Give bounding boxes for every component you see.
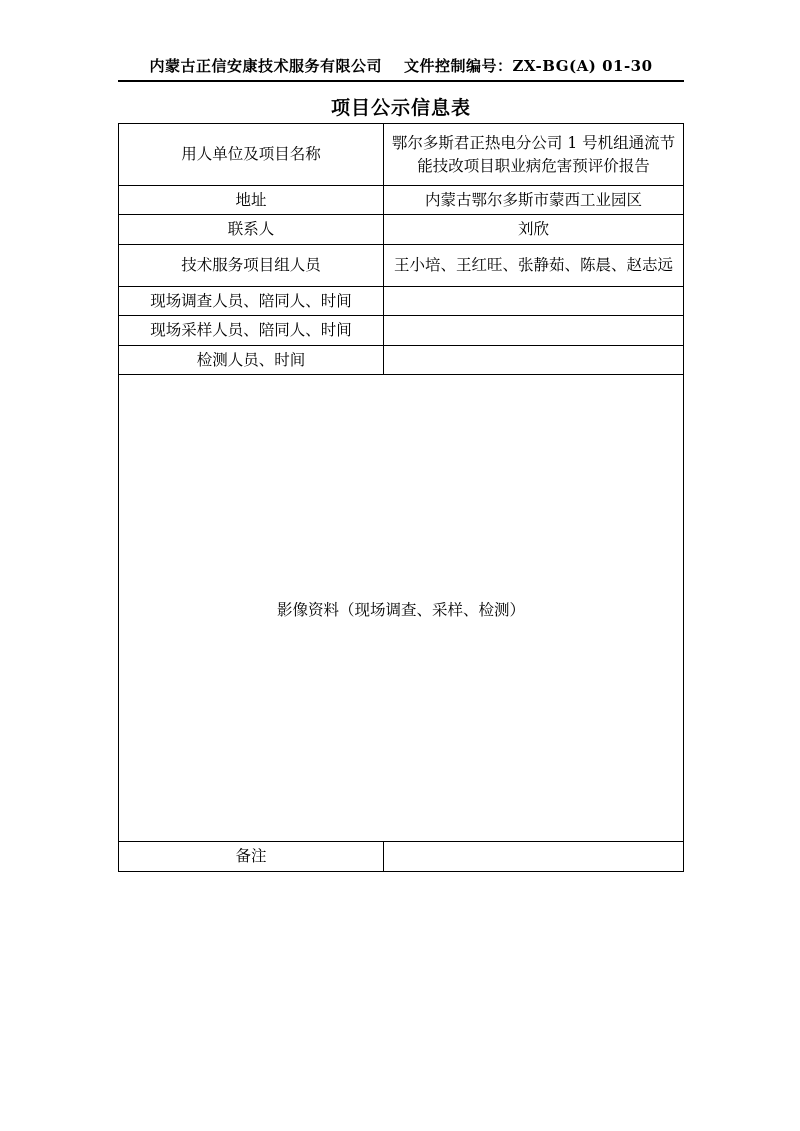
media-section-title: 影像资料（现场调查、采样、检测） — [276, 601, 525, 620]
table-row — [119, 244, 684, 286]
header-divider — [118, 80, 684, 82]
header-company-name: 内蒙古正信安康技术服务有限公司 — [149, 57, 382, 75]
row-value-site-sampling[interactable] — [384, 316, 684, 345]
project-disclosure-table — [118, 123, 684, 872]
row-label-site-sampling: 现场采样人员、陪同人、时间 — [119, 316, 384, 345]
table-row-media — [119, 375, 684, 842]
page-header — [118, 55, 684, 76]
row-label-remark: 备注 — [119, 842, 384, 871]
row-value-site-survey[interactable] — [384, 286, 684, 315]
row-label-address: 地址 — [119, 186, 384, 215]
row-value-employer-project: 鄂尔多斯君正热电分公司 1 号机组通流节能技改项目职业病危害预评价报告 — [384, 124, 684, 186]
table-row — [119, 186, 684, 215]
header-doc-control-number: 文件控制编号：ZX-BG(A) 01-30 — [403, 57, 653, 75]
row-value-remark[interactable] — [384, 842, 684, 871]
row-label-site-survey: 现场调查人员、陪同人、时间 — [119, 286, 384, 315]
row-value-team-members: 王小培、王红旺、张静茹、陈晨、赵志远 — [384, 244, 684, 286]
row-label-employer-project: 用人单位及项目名称 — [119, 124, 384, 186]
table-row — [119, 124, 684, 186]
page-title: 项目公示信息表 — [330, 97, 471, 119]
media-section-cell[interactable] — [119, 375, 684, 842]
table-row — [119, 316, 684, 345]
row-value-address: 内蒙古鄂尔多斯市蒙西工业园区 — [384, 186, 684, 215]
row-value-testing[interactable] — [384, 345, 684, 374]
row-value-contact: 刘欣 — [384, 215, 684, 244]
table-row — [119, 215, 684, 244]
table-row — [119, 286, 684, 315]
table-row — [119, 345, 684, 374]
row-label-team-members: 技术服务项目组人员 — [119, 244, 384, 286]
row-label-contact: 联系人 — [119, 215, 384, 244]
row-label-testing: 检测人员、时间 — [119, 345, 384, 374]
table-row-remark — [119, 842, 684, 871]
